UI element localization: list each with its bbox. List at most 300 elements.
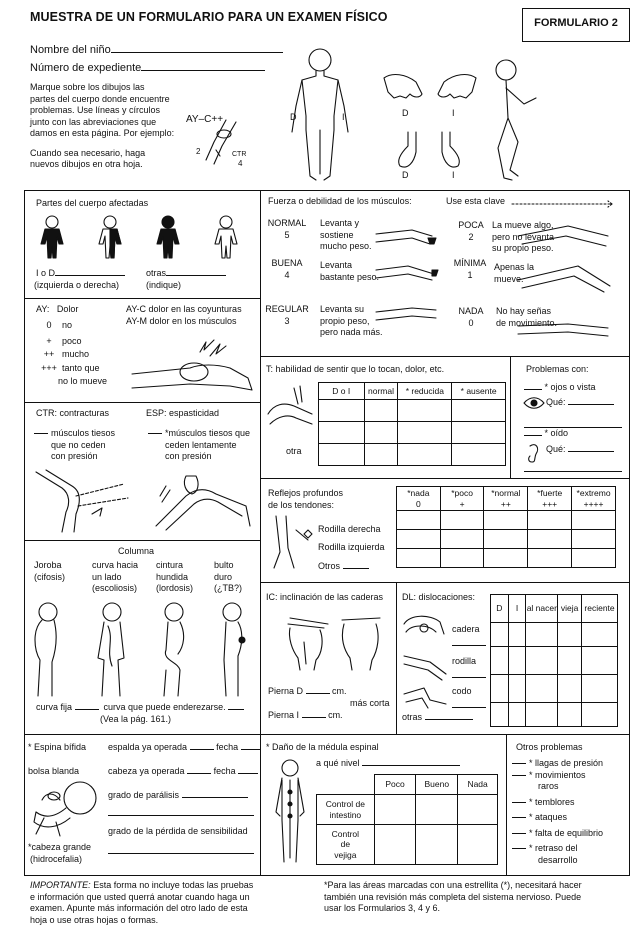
strength-desc: pero no levanta: [492, 231, 555, 242]
dash-icon: [512, 833, 526, 834]
spinal-col-good: Bueno: [416, 775, 458, 795]
leg-d-label: Pierna D: [268, 686, 304, 696]
table-cell[interactable]: [491, 675, 509, 703]
column-item-sub: (escoliosis): [92, 583, 138, 593]
ay-scale-text: tanto que: [62, 362, 100, 373]
vertical-divider: [506, 734, 507, 876]
spina-head-label: *cabeza grande: [28, 842, 92, 852]
ear-what-field[interactable]: [546, 444, 614, 456]
example-num1: 2: [196, 147, 201, 156]
strength-level-number: 3: [284, 315, 290, 326]
reflex-hammer-drawing: [266, 512, 314, 572]
example-label: AY–C++: [186, 114, 224, 125]
table-cell[interactable]: [319, 400, 365, 422]
instructions: [30, 82, 190, 171]
touch-col-absent: * ausente: [452, 383, 506, 400]
hands-left-label: D: [402, 108, 409, 118]
hips-title: IC: inclinación de las caderas: [266, 592, 384, 602]
ctr-text: que no ceden: [51, 439, 106, 450]
column-item-sub: (cifosis): [34, 571, 65, 582]
sensitivity-line[interactable]: [108, 853, 254, 854]
strength-level-number: 2: [468, 231, 474, 242]
other-problem-text: raros: [538, 781, 559, 791]
table-cell[interactable]: [364, 444, 398, 466]
reflex-col-strong: [528, 487, 572, 511]
child-name-field[interactable]: [30, 42, 283, 57]
lordosis-label: [156, 560, 193, 595]
table-cell[interactable]: [558, 647, 582, 675]
spinal-row-label: de: [340, 839, 351, 850]
table-cell[interactable]: [526, 623, 558, 647]
other-problem-text: * llagas de presión: [529, 758, 604, 768]
other-problem-item[interactable]: [512, 797, 628, 809]
other-problem-text: * ataques: [529, 812, 568, 822]
dash-icon: [148, 433, 162, 434]
eyes-field[interactable]: [524, 382, 596, 394]
esp-text: con presión: [165, 451, 212, 461]
record-number-label: Número de expediente: [30, 62, 142, 74]
reflexes-title: [268, 488, 343, 511]
table-cell[interactable]: [484, 530, 528, 549]
reflexes-title-line: Reflejos profundos: [268, 488, 344, 498]
ear-extra-line[interactable]: [524, 471, 622, 472]
strength-level-minimal: [448, 258, 492, 281]
paralysis-line[interactable]: [182, 797, 248, 798]
disloc-col-d: D: [491, 595, 509, 623]
ay-scale-row: [36, 320, 126, 332]
reflex-row-left-knee: Rodilla izquierda: [318, 542, 385, 552]
vertical-divider: [396, 582, 397, 734]
table-cell[interactable]: [319, 422, 365, 444]
disloc-row-elbow: codo: [452, 686, 472, 696]
table-cell[interactable]: [558, 703, 582, 727]
divider: [24, 402, 261, 403]
reflex-col-value: 0: [416, 498, 421, 509]
head-op-line[interactable]: [187, 773, 211, 774]
table-cell[interactable]: [526, 703, 558, 727]
reflex-row-others[interactable]: [318, 561, 369, 573]
strength-desc: Levanta: [320, 260, 353, 270]
leg-i-field[interactable]: [268, 710, 343, 722]
table-cell[interactable]: [440, 511, 484, 530]
table-cell[interactable]: [416, 825, 458, 865]
dash-icon: [34, 433, 48, 434]
table-cell[interactable]: [558, 623, 582, 647]
back-op-date-label: fecha: [216, 742, 239, 752]
record-number-line[interactable]: [141, 60, 265, 71]
fixed-curve-field[interactable]: [36, 702, 244, 714]
table-cell[interactable]: [364, 422, 398, 444]
paralysis-field[interactable]: [108, 790, 248, 802]
head-op-date-line[interactable]: [238, 773, 258, 774]
table-cell[interactable]: [374, 825, 416, 865]
example-arm-drawing: [186, 112, 256, 172]
touch-col-normal: normal: [364, 383, 398, 400]
important-text: hoja o use otras hojas o formas.: [30, 914, 159, 925]
disloc-others-field[interactable]: [402, 712, 473, 724]
record-number-field[interactable]: [30, 60, 265, 75]
paralysis-extra-line[interactable]: [108, 815, 254, 816]
strength-weight-legs-drawing: [372, 220, 452, 330]
feet-left-label: D: [402, 170, 409, 180]
other-problem-item[interactable]: [512, 758, 628, 770]
dash-icon: [512, 775, 526, 776]
body-left-label: D: [290, 112, 297, 122]
strength-level-name: NADA: [458, 306, 484, 316]
asterisk-note-line: también una revisión más completa del sistema nervioso. Puede: [324, 891, 582, 902]
eyes-what-label: Qué:: [546, 397, 566, 407]
body-right-label: I: [342, 112, 345, 122]
table-cell[interactable]: [508, 675, 526, 703]
spinal-level-field[interactable]: [316, 758, 460, 770]
scoliosis-label: [92, 560, 138, 595]
spinal-row-label: vejiga: [334, 849, 357, 860]
table-cell[interactable]: [572, 549, 616, 568]
table-cell[interactable]: [416, 795, 458, 825]
important-line: [30, 880, 300, 892]
table-cell[interactable]: [452, 422, 506, 444]
table-cell[interactable]: [491, 623, 509, 647]
columna-title: Columna: [118, 546, 155, 556]
ay-title-word: Dolor: [56, 304, 79, 314]
ay-title: [36, 304, 78, 316]
eyes-label: * ojos o vista: [544, 382, 596, 392]
dash-icon: [512, 848, 526, 849]
strength-level-regular: [262, 304, 312, 327]
infant-drawing: [30, 778, 104, 840]
reflex-col-normal: [484, 487, 528, 511]
fixed-curve-label: curva fija: [36, 702, 73, 712]
others-line[interactable]: [166, 275, 226, 276]
strength-level-name: NORMAL: [267, 218, 307, 228]
spinal-cord-table: [316, 774, 498, 865]
body-side-drawing: [484, 58, 554, 188]
ay-scale-row: [36, 336, 126, 348]
instruction-line: nuevos dibujos en otra hoja.: [30, 159, 143, 169]
table-corner: [317, 775, 375, 795]
table-cell[interactable]: [319, 444, 365, 466]
instruction-line: partes del cuerpo donde encuentre: [30, 93, 170, 104]
spina-hydro-label: (hidrocefalia): [30, 854, 83, 864]
other-problem-item[interactable]: [512, 770, 628, 782]
ctr-description: [34, 428, 115, 463]
ear-what-line[interactable]: [568, 451, 614, 452]
back-op-field[interactable]: [108, 742, 261, 754]
table-cell[interactable]: [452, 400, 506, 422]
fixed-curve-line[interactable]: [75, 709, 99, 710]
strength-desc: Levanta su: [320, 304, 365, 314]
ay-scale-symbol: ++: [43, 349, 55, 359]
asterisk-note-line: *Para las áreas marcadas con una estrellita (*), necesitará hacer: [324, 880, 582, 890]
eyes-check-line[interactable]: [524, 389, 542, 390]
strength-level-name: MÍNIMA: [453, 258, 487, 268]
strength-level-name: BUENA: [271, 258, 303, 268]
ay-scale: [36, 320, 126, 388]
dash-icon: [512, 817, 526, 818]
table-cell[interactable]: [452, 444, 506, 466]
other-problem-item[interactable]: [512, 843, 628, 855]
strength-desc: pero nada más.: [320, 327, 383, 337]
problems-with-title: Problemas con:: [526, 364, 589, 374]
ear-icon: [526, 442, 540, 464]
strength-title: Fuerza o debilidad de los músculos:: [268, 196, 412, 206]
leg-d-unit: cm.: [332, 686, 347, 696]
table-cell[interactable]: [398, 422, 452, 444]
reflex-col-none: [397, 487, 441, 511]
vertical-divider: [260, 734, 261, 876]
strength-level-none: [452, 306, 490, 329]
feet-right-label: I: [452, 170, 455, 180]
table-cell[interactable]: [528, 511, 572, 530]
back-op-label: espalda ya operada: [108, 742, 188, 752]
disloc-row-knee: rodilla: [452, 656, 477, 666]
strength-desc-none: [496, 306, 557, 329]
table-cell[interactable]: [458, 795, 498, 825]
dislocation-joints-drawing: [400, 610, 454, 710]
important-text: e información que usted querrá anotar cuando haga un: [30, 891, 250, 902]
spina-bag-label: bolsa blanda: [28, 766, 80, 776]
leg-d-field[interactable]: [268, 686, 347, 698]
dash-icon: [512, 763, 526, 764]
column-item-name: curva hacia: [92, 560, 139, 570]
page-reference: (Vea la pág. 161.): [100, 714, 172, 724]
strength-level-little: [452, 220, 490, 243]
side-line[interactable]: [55, 275, 125, 276]
spinal-level-line[interactable]: [362, 765, 460, 766]
key-label: Use esta clave: [446, 196, 506, 206]
eyes-what-field[interactable]: [546, 397, 614, 409]
reflex-row-right-knee: Rodilla derecha: [318, 524, 381, 534]
reflex-col-header: *poco: [451, 488, 473, 499]
spinal-col-none: Nada: [458, 775, 498, 795]
ear-what-label: Qué:: [546, 444, 566, 454]
table-cell[interactable]: [528, 549, 572, 568]
ay-scale-symbol: +: [46, 335, 52, 346]
column-item-sub: hundida: [156, 571, 189, 582]
reflex-others-label: Otros: [318, 561, 341, 571]
ctr-title: CTR: contracturas: [36, 408, 110, 418]
column-item-sub: un lado: [92, 571, 122, 582]
ctr-text: músculos tiesos: [51, 428, 116, 438]
asterisk-note-line: usar los Formularios 3, 4 y 6.: [324, 903, 441, 913]
strength-desc: propio peso,: [320, 315, 370, 326]
ay-scale-text: no: [62, 320, 73, 330]
reflex-col-header: *nada: [407, 488, 430, 499]
reflexes-table: [396, 486, 616, 568]
strength-desc: mucho peso.: [320, 241, 372, 251]
disloc-col-i: I: [508, 595, 526, 623]
spinal-row-bladder: [317, 825, 375, 865]
dash-icon: [512, 802, 526, 803]
ear-check-line[interactable]: [524, 435, 542, 436]
vertical-divider: [260, 190, 261, 734]
sensitivity-label: grado de la pérdida de sensibilidad: [108, 826, 248, 836]
column-item-name: Joroba: [34, 560, 62, 570]
table-cell[interactable]: [582, 623, 618, 647]
table-cell[interactable]: [397, 549, 441, 568]
side-field[interactable]: [36, 268, 125, 280]
hands-drawing: [380, 68, 480, 124]
body-front-drawing: [280, 46, 360, 186]
important-label: IMPORTANTE:: [30, 880, 91, 890]
disloc-hip-line[interactable]: [452, 645, 486, 646]
table-cell[interactable]: [582, 675, 618, 703]
disloc-col-recent: reciente: [582, 595, 618, 623]
example-ctr: CTR: [232, 151, 247, 158]
child-name-line[interactable]: [111, 42, 283, 53]
ay-title-abbr: AY:: [36, 304, 50, 314]
affected-figures-drawing: [32, 214, 252, 264]
hips-drawing: [284, 614, 384, 674]
table-cell[interactable]: [458, 825, 498, 865]
strength-level-good: [262, 258, 312, 281]
other-problem-text: * movimientos: [529, 769, 586, 780]
dislocations-table: [490, 594, 618, 727]
table-cell[interactable]: [582, 647, 618, 675]
esp-text: *músculos tiesos que: [165, 428, 251, 438]
ay-scale-text: poco: [62, 335, 82, 346]
touch-table: [318, 382, 506, 466]
strength-desc-good: [320, 260, 379, 283]
reflex-others-line[interactable]: [343, 568, 369, 569]
table-cell[interactable]: [484, 549, 528, 568]
leg-i-line[interactable]: [302, 717, 326, 718]
contracture-leg-drawing: [32, 468, 142, 536]
instruction-line: Cuando sea necesario, haga: [30, 147, 146, 158]
strength-level-number: 4: [284, 269, 290, 280]
reflex-col-header: *normal: [491, 488, 521, 499]
spinal-row-label: Control de: [325, 799, 365, 810]
reflex-col-extreme: [572, 487, 616, 511]
other-problem-item[interactable]: [512, 828, 628, 840]
leg-d-line[interactable]: [306, 693, 330, 694]
strength-level-number: 5: [284, 229, 290, 240]
ear-field[interactable]: [524, 428, 568, 440]
table-cell[interactable]: [491, 703, 509, 727]
reflex-col-header: *extremo: [576, 488, 611, 499]
vertical-divider: [510, 356, 511, 478]
divider: [260, 582, 630, 583]
reflex-col-header: *fuerte: [537, 488, 563, 499]
others-label: otras: [146, 268, 167, 278]
shorter-label: más corta: [350, 698, 390, 708]
touch-col-reduced: * reducida: [398, 383, 452, 400]
reflex-col-value: ++++: [583, 498, 604, 509]
head-op-label: cabeza ya operada: [108, 766, 185, 776]
table-cell[interactable]: [526, 647, 558, 675]
divider: [24, 298, 261, 299]
esp-text: ceden lentamente: [165, 439, 237, 450]
column-item-sub: duro: [214, 571, 233, 582]
table-cell[interactable]: [508, 647, 526, 675]
table-cell[interactable]: [398, 400, 452, 422]
table-cell[interactable]: [572, 511, 616, 530]
tb-label: [214, 560, 242, 595]
touch-others-label: otra: [286, 446, 302, 456]
esp-description: [148, 428, 250, 463]
table-cell[interactable]: [440, 549, 484, 568]
table-cell[interactable]: [491, 647, 509, 675]
spinal-figure-drawing: [268, 758, 308, 868]
divider: [24, 540, 261, 541]
others-hint: (indique): [146, 280, 182, 290]
disloc-others-line[interactable]: [425, 719, 473, 720]
leg-i-unit: cm.: [328, 710, 343, 720]
hands-right-label: I: [452, 108, 455, 118]
strength-desc: bastante peso.: [320, 271, 380, 282]
instruction-line: Marque sobre los dibujos las: [30, 82, 145, 92]
important-text: Esta forma no incluye todas las pruebas: [93, 880, 254, 890]
esp-title: ESP: espasticidad: [146, 408, 220, 418]
painful-knee-drawing: [130, 334, 255, 396]
table-cell[interactable]: [374, 795, 416, 825]
back-op-line[interactable]: [190, 749, 214, 750]
strength-level-number: 0: [468, 317, 474, 328]
straighten-line[interactable]: [228, 709, 244, 710]
spine-figures-drawing: [28, 600, 256, 700]
spinal-col-little: Poco: [374, 775, 416, 795]
disloc-col-old: vieja: [558, 595, 582, 623]
ay-scale-symbol: +++: [41, 362, 57, 373]
table-cell[interactable]: [484, 511, 528, 530]
example-num2: 4: [238, 159, 243, 168]
table-cell[interactable]: [508, 703, 526, 727]
other-problem-item[interactable]: [512, 812, 628, 824]
back-op-date-line[interactable]: [241, 749, 261, 750]
spinal-cord-title: * Daño de la médula espinal: [266, 742, 379, 752]
instruction-line: problemas. Use líneas y círculos: [30, 105, 161, 115]
ear-label: * oído: [544, 428, 569, 438]
table-cell[interactable]: [582, 703, 618, 727]
table-cell[interactable]: [508, 623, 526, 647]
eyes-what-line[interactable]: [568, 404, 614, 405]
strength-desc: La mueve algo,: [492, 220, 554, 230]
important-note: [30, 880, 300, 926]
reflex-col-little: [440, 487, 484, 511]
strength-desc: sostiene: [320, 229, 354, 240]
ay-scale-text: mucho: [62, 349, 90, 359]
table-cell[interactable]: [572, 530, 616, 549]
table-cell[interactable]: [397, 511, 441, 530]
strength-desc: Apenas la: [494, 262, 535, 272]
side-label: I o D: [36, 268, 56, 278]
strength-level-name: POCA: [458, 220, 484, 230]
spasticity-leg-drawing: [146, 466, 256, 536]
table-cell[interactable]: [397, 530, 441, 549]
table-cell[interactable]: [398, 444, 452, 466]
table-cell[interactable]: [528, 530, 572, 549]
others-field[interactable]: [146, 268, 226, 280]
column-item-sub: (lordosis): [156, 583, 194, 593]
reflex-col-value: +++: [542, 498, 558, 509]
touch-col-side: D o I: [319, 383, 365, 400]
table-cell[interactable]: [364, 400, 398, 422]
spina-title: * Espina bífida: [28, 742, 87, 752]
ay-scale-text: no lo mueve: [58, 376, 108, 386]
disloc-elbow-line[interactable]: [452, 707, 486, 708]
strength-level-number: 1: [467, 269, 473, 280]
table-cell[interactable]: [558, 675, 582, 703]
divider: [24, 734, 630, 735]
head-op-date-label: fecha: [213, 766, 236, 776]
strength-desc: Levanta y: [320, 218, 360, 228]
other-problems-title: Otros problemas: [516, 742, 583, 752]
head-op-field[interactable]: [108, 766, 258, 778]
strength-level-normal: [262, 218, 312, 241]
table-cell[interactable]: [440, 530, 484, 549]
table-cell[interactable]: [526, 675, 558, 703]
disloc-knee-line[interactable]: [452, 677, 486, 678]
